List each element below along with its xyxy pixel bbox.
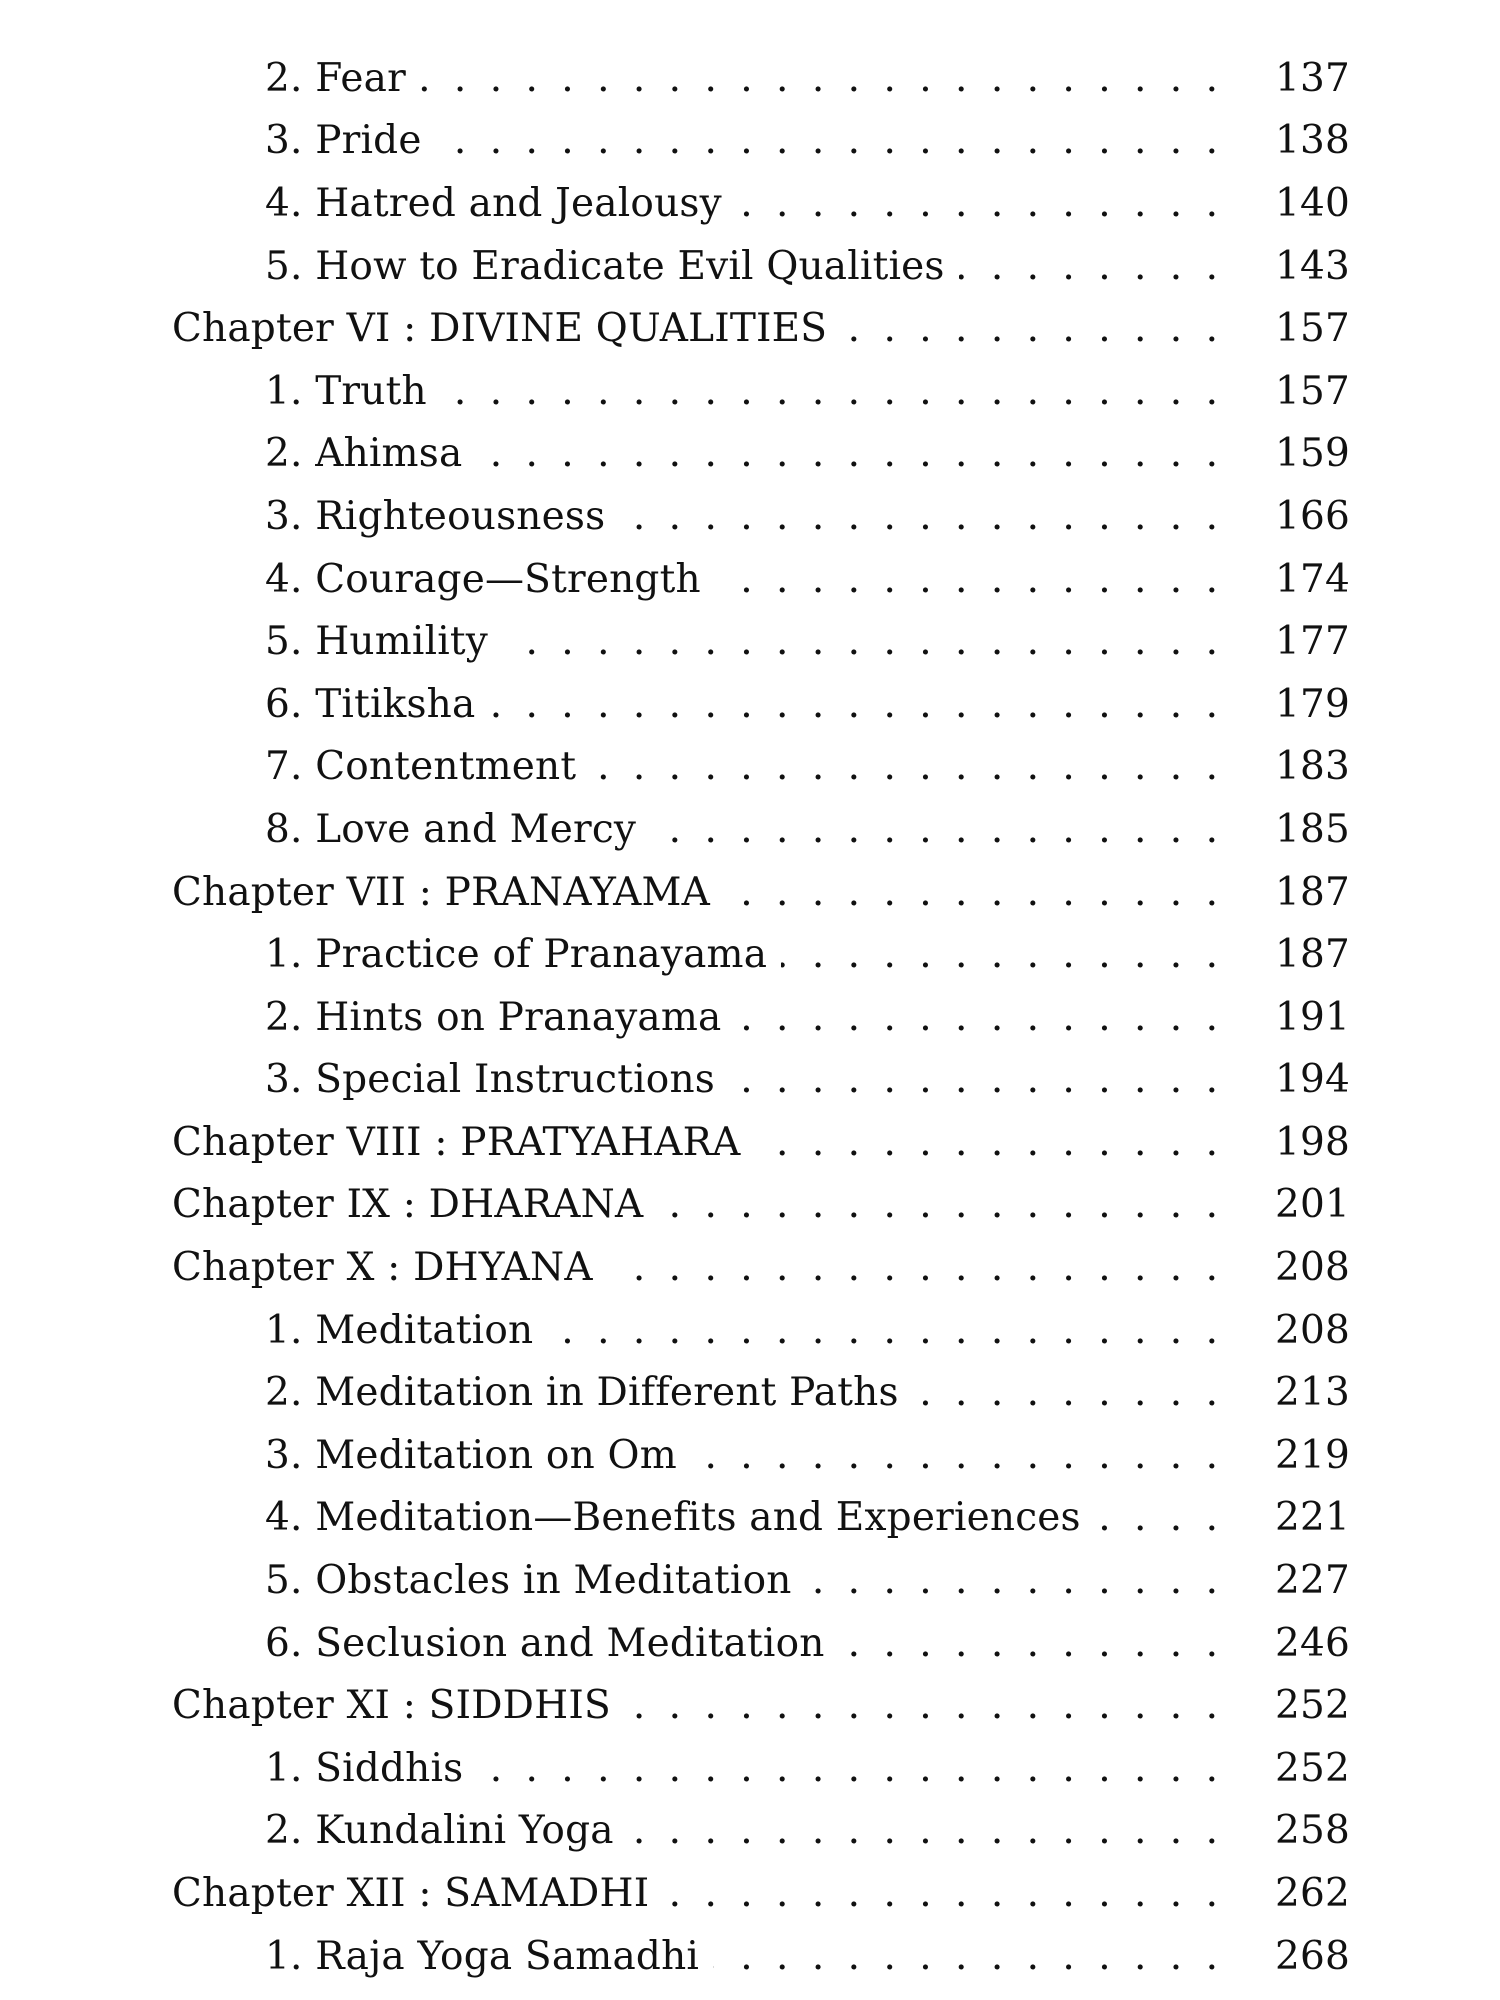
toc-entry-label: 1. Meditation — [265, 1307, 534, 1353]
dot-leader — [625, 1686, 1218, 1725]
toc-section-entry — [0, 1925, 1500, 1988]
toc-entry-label: 3. Pride — [265, 118, 422, 164]
toc-entry-label: 6. Titiksha — [265, 681, 476, 727]
toc-entry-label: 3. Righteousness — [265, 493, 606, 539]
dot-leader — [959, 247, 1218, 286]
toc-section-entry — [0, 548, 1500, 611]
toc-section-entry — [0, 798, 1500, 861]
toc-section-entry — [0, 47, 1500, 110]
dot-leader — [650, 810, 1218, 849]
toc-section-entry — [0, 673, 1500, 736]
toc-page-number: 157 — [1274, 306, 1350, 352]
toc-entry-label: 1. Raja Yoga Samadhi — [265, 1933, 700, 1979]
toc-page-number: 227 — [1274, 1558, 1350, 1604]
toc-section-entry — [0, 1049, 1500, 1112]
dot-leader — [502, 622, 1218, 661]
dot-leader — [736, 184, 1218, 223]
toc-entry-label: 8. Love and Mercy — [265, 806, 637, 852]
toc-page-number: 143 — [1274, 243, 1350, 289]
toc-page-number: 194 — [1274, 1057, 1350, 1103]
toc-chapter-entry — [0, 1236, 1500, 1299]
toc-entry-label: 3. Meditation on Om — [265, 1432, 677, 1478]
toc-entry-label: 2. Kundalini Yoga — [265, 1808, 614, 1854]
dot-leader — [755, 1123, 1218, 1162]
dot-leader — [806, 1561, 1218, 1600]
toc-entry-label: Chapter XII : SAMADHI — [172, 1871, 650, 1917]
toc-section-entry — [0, 736, 1500, 799]
toc-chapter-entry — [0, 1111, 1500, 1174]
toc-page-number: 159 — [1274, 431, 1350, 477]
toc-section-entry — [0, 172, 1500, 235]
toc-section-entry — [0, 923, 1500, 986]
table-of-contents — [0, 47, 1500, 1987]
toc-section-entry — [0, 1737, 1500, 1800]
toc-entry-label: 4. Hatred and Jealousy — [265, 180, 722, 226]
toc-section-entry — [0, 1487, 1500, 1550]
toc-page-number: 191 — [1274, 994, 1350, 1040]
toc-entry-label: 5. How to Eradicate Evil Qualities — [265, 243, 945, 289]
toc-entry-label: 4. Courage—Strength — [265, 556, 701, 602]
toc-entry-label: Chapter VII : PRANAYAMA — [172, 869, 710, 915]
dot-leader — [489, 685, 1218, 724]
toc-entry-label: Chapter VI : DIVINE QUALITIES — [172, 306, 828, 352]
toc-entry-label: 1. Siddhis — [265, 1745, 464, 1791]
toc-page-number: 187 — [1274, 869, 1350, 915]
dot-leader — [736, 998, 1218, 1037]
toc-page-number: 185 — [1274, 806, 1350, 852]
toc-entry-label: 2. Hints on Pranayama — [265, 994, 722, 1040]
toc-chapter-entry — [0, 1862, 1500, 1925]
toc-entry-label: 1. Practice of Pranayama — [265, 932, 768, 978]
toc-page-number: 174 — [1274, 556, 1350, 602]
toc-page-number: 221 — [1274, 1495, 1350, 1541]
toc-page-number: 213 — [1274, 1370, 1350, 1416]
toc-page-number: 219 — [1274, 1432, 1350, 1478]
toc-section-entry — [0, 110, 1500, 173]
toc-section-entry — [0, 1424, 1500, 1487]
dot-leader — [441, 372, 1218, 411]
dot-leader — [729, 1060, 1218, 1099]
toc-page-number: 252 — [1274, 1683, 1350, 1729]
toc-entry-label: Chapter X : DHYANA — [172, 1245, 593, 1291]
dot-leader — [913, 1373, 1218, 1412]
toc-section-entry — [0, 360, 1500, 423]
dot-leader — [590, 747, 1218, 786]
toc-page-number: 183 — [1274, 744, 1350, 790]
dot-leader — [657, 1185, 1218, 1224]
toc-page-number: 208 — [1274, 1307, 1350, 1353]
toc-entry-label: 4. Meditation—Benefits and Experiences — [265, 1495, 1081, 1541]
toc-chapter-entry — [0, 297, 1500, 360]
toc-page-number: 201 — [1274, 1182, 1350, 1228]
toc-entry-label: 5. Humility — [265, 619, 489, 665]
dot-leader — [663, 1874, 1218, 1913]
toc-page-number: 140 — [1274, 180, 1350, 226]
toc-page-number: 187 — [1274, 932, 1350, 978]
dot-leader — [477, 1749, 1218, 1788]
toc-entry-label: Chapter IX : DHARANA — [172, 1182, 644, 1228]
toc-page-number: 198 — [1274, 1119, 1350, 1165]
toc-page-number: 166 — [1274, 493, 1350, 539]
dot-leader — [628, 1811, 1218, 1850]
dot-leader — [420, 59, 1218, 98]
toc-page-number: 179 — [1274, 681, 1350, 727]
toc-section-entry — [0, 235, 1500, 298]
toc-entry-label: 6. Seclusion and Meditation — [265, 1620, 825, 1666]
dot-leader — [724, 873, 1218, 912]
toc-entry-label: 2. Fear — [265, 55, 406, 101]
toc-entry-label: 7. Contentment — [265, 744, 577, 790]
toc-section-entry — [0, 1549, 1500, 1612]
toc-entry-label: 2. Ahimsa — [265, 431, 463, 477]
toc-section-entry — [0, 610, 1500, 673]
toc-section-entry — [0, 1299, 1500, 1362]
toc-chapter-entry — [0, 1174, 1500, 1237]
toc-section-entry — [0, 986, 1500, 1049]
dot-leader — [619, 497, 1218, 536]
toc-chapter-entry — [0, 1674, 1500, 1737]
dot-leader — [691, 1436, 1218, 1475]
dot-leader — [841, 309, 1218, 348]
toc-section-entry — [0, 423, 1500, 486]
toc-section-entry — [0, 485, 1500, 548]
toc-section-entry — [0, 1361, 1500, 1424]
toc-page-number: 137 — [1274, 55, 1350, 101]
toc-page-number: 208 — [1274, 1245, 1350, 1291]
toc-entry-label: 1. Truth — [265, 368, 427, 414]
toc-page-number: 262 — [1274, 1871, 1350, 1917]
dot-leader — [476, 434, 1218, 473]
dot-leader — [713, 1937, 1218, 1976]
toc-entry-label: 2. Meditation in Different Paths — [265, 1370, 899, 1416]
toc-page-number: 258 — [1274, 1808, 1350, 1854]
dot-leader — [436, 121, 1218, 160]
toc-chapter-entry — [0, 861, 1500, 924]
dot-leader — [715, 560, 1218, 599]
dot-leader — [1095, 1498, 1218, 1537]
toc-page-number: 138 — [1274, 118, 1350, 164]
toc-page-number: 246 — [1274, 1620, 1350, 1666]
toc-page-number: 268 — [1274, 1933, 1350, 1979]
dot-leader — [607, 1248, 1218, 1287]
toc-page-number: 177 — [1274, 619, 1350, 665]
toc-section-entry — [0, 1800, 1500, 1863]
toc-page-number: 252 — [1274, 1745, 1350, 1791]
toc-entry-label: 3. Special Instructions — [265, 1057, 715, 1103]
toc-entry-label: Chapter VIII : PRATYAHARA — [172, 1119, 741, 1165]
toc-entry-label: 5. Obstacles in Meditation — [265, 1558, 792, 1604]
dot-leader — [781, 935, 1218, 974]
dot-leader — [547, 1311, 1218, 1350]
toc-page-number: 157 — [1274, 368, 1350, 414]
toc-section-entry — [0, 1612, 1500, 1675]
dot-leader — [839, 1624, 1218, 1663]
toc-entry-label: Chapter XI : SIDDHIS — [172, 1683, 611, 1729]
